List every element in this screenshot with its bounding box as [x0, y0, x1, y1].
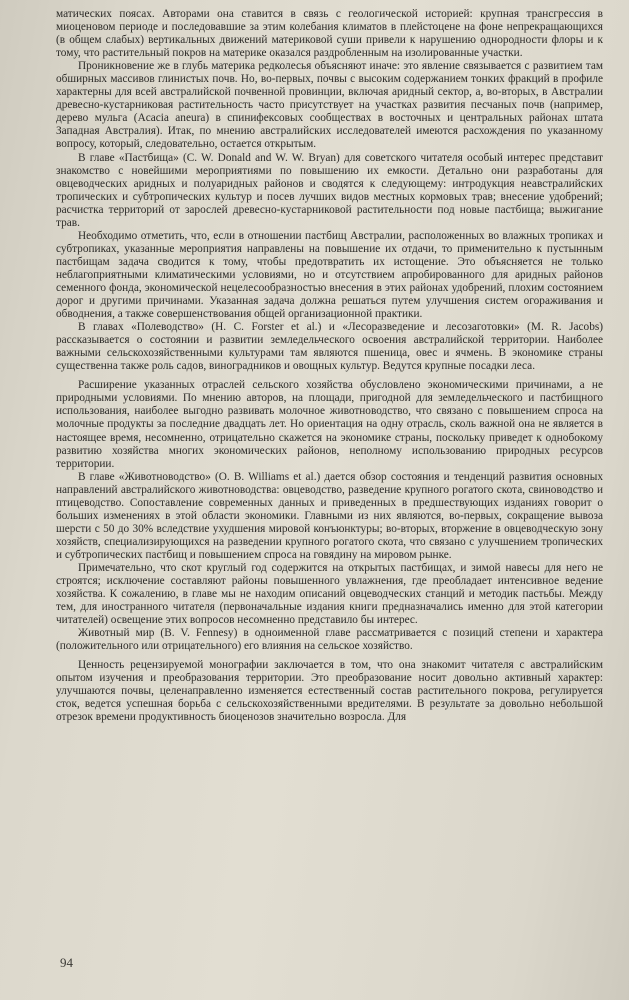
paragraph-desert-pastures: Необходимо отметить, что, если в отношении пастбищ Австралии, расположенных во влажных тропиках и субтропиках, указанные мероприятия направлены на повышение их отдачи, то применительно к пустынным пастбищам задача сводится к тому, чтобы предотвратить их истощение. Это объясняется не только неблагоприятными климатическими условиями, но и отсутствием апробированного для аридных районов семенного фонда, экономической нецелесообразностью внесения в этих районах удобрений, плохим состоянием дорог и другими причинами. Указанная задача должна решаться путем улучшения систем огораживания и обводнения, а также совершенствования общей организационной практики. [56, 229, 603, 321]
paragraph-fauna: Животный мир (B. V. Fennesy) в одноименной главе рассматривается с позиций степени и характера (положительного или отрицательного) его влияния на сельское хозяйство. [56, 627, 603, 653]
paragraph-continuation: матических поясах. Авторами она ставится в связь с геологической историей: крупная трансгрессия в миоценовом периоде и последовавшие за этим колебания климатов в плейстоцене на фоне непрекращающихся (в общем слабых) вертикальных движений материковой суши привели к нарушению однородности флоры и к тому, что растительный покров на материке оказался раздробленным на изолированные участки. [56, 8, 603, 60]
paragraph-monograph-value: Ценность рецензируемой монографии заключается в том, что она знакомит читателя с австралийским опытом изучения и преобразования территории. Это преобразование носит довольно активный характер: улучшаются почвы, целенаправленно изменяется естественный состав растительного покрова, регулируется сток, ведется успешная борьба с сельскохозяйственными вредителями. В результате за довольно небольшой отрезок времени продуктивность биоценозов значительно возросла. Для [56, 659, 603, 724]
paragraph-woodland-soils: Проникновение же в глубь материка редколесья объясняют иначе: это явление связывается с развитием там обширных массивов глинистых почв. Но, во-первых, почвы с высоким содержанием тонких фракций в профиле характерны для всей австралийской почвенной провинции, включая аридный сектор, а, во-вторых, в Австралии древесно-кустарниковая растительность часто присутствует на участках развития песчаных почв (например, дерево мульга (Acacia aneura) в спинифексовых сообществах в восточных и центральных районах штата Западная Австралия). Итак, по мнению австралийских исследователей имеются расхождения по указанному вопросу, который, следовательно, остается открытым. [56, 60, 603, 151]
paragraph-open-pastures: Примечательно, что скот круглый год содержится на открытых пастбищах, и зимой навесы для него не строятся; исключение составляют районы повышенного увлажнения, где преобладает интенсивное ведение хозяйства. К сожалению, в главе мы не находим описаний овцеводческих станций и методик пастьбы. Между тем, для иностранного читателя (первоначальные издания книги предназначались именно для этой категории читателей) освещение этих вопросов несомненно представило бы интерес. [56, 561, 603, 627]
paragraph-pastures: В главе «Пастбища» (C. W. Donald and W. W. Bryan) для советского читателя особый интерес представит знакомство с новейшими мероприятиями по повышению их емкости. Детально они разработаны для овцеводческих аридных и полуаридных районов и сводятся к следующему: интродукция неавстралийских тропических и субтропических культур и посев лучших видов местных кормовых трав; внесение удобрений; расчистка территорий от зарослей древесно-кустарниковой растительности под новые пастбища; выжигание трав. [56, 151, 603, 229]
paragraph-livestock: В главе «Животноводство» (O. B. Williams et al.) дается обзор состояния и тенденций развития основных направлений австралийского животноводства: овцеводство, разведение крупного рогатого скота, свиноводство и птицеводство. Сопоставление современных данных и приведенных в предшествующих изданиях говорит о больших изменениях в этой области экономики. Главными из них являются, во-первых, сокращение вывоза шерсти с 50 до 30% вследствие ухудшения мировой конъюнктуры; во-вторых, вторжение в овцеводческую зону хозяйств, специализирующихся на разведении крупного рогатого скота, что связано с улучшением тропических и субтропических пастбищ и повышением спроса на говядину на мировом рынке. [56, 470, 603, 561]
body-text [56, 8, 603, 725]
paragraph-field-crops-forestry: В главах «Полеводство» (H. C. Forster et al.) и «Лесоразведение и лесозаготовки» (M. R. Jacobs) рассказывается о состоянии и развитии земледельческого освоения австралийской территории. Наиболее важными сельскохозяйственными культурами там являются пшеница, овес и ячмень. В экономике страны существенна также роль садов, виноградников и овощных культур. Ведутся крупные посадки леса. [56, 321, 603, 373]
page-number: 94 [60, 955, 73, 970]
paragraph-economic-reasons: Расширение указанных отраслей сельского хозяйства обусловлено экономическими причинами, а не природными условиями. По мнению авторов, на площади, пригодной для земледельческого и пастбищного использования, наиболее выгодно развивать молочное животноводство, что связано с повышением спроса на молочные продукты за последние двадцать лет. Но ориентация на одну отрасль, сколь важной она не является в настоящее время, несомненно, отрицательно скажется на экономике страны, поскольку приведет к однобокому развитию хозяйства многих экономических районов, неполному использованию природных ресурсов территории. [56, 379, 603, 470]
